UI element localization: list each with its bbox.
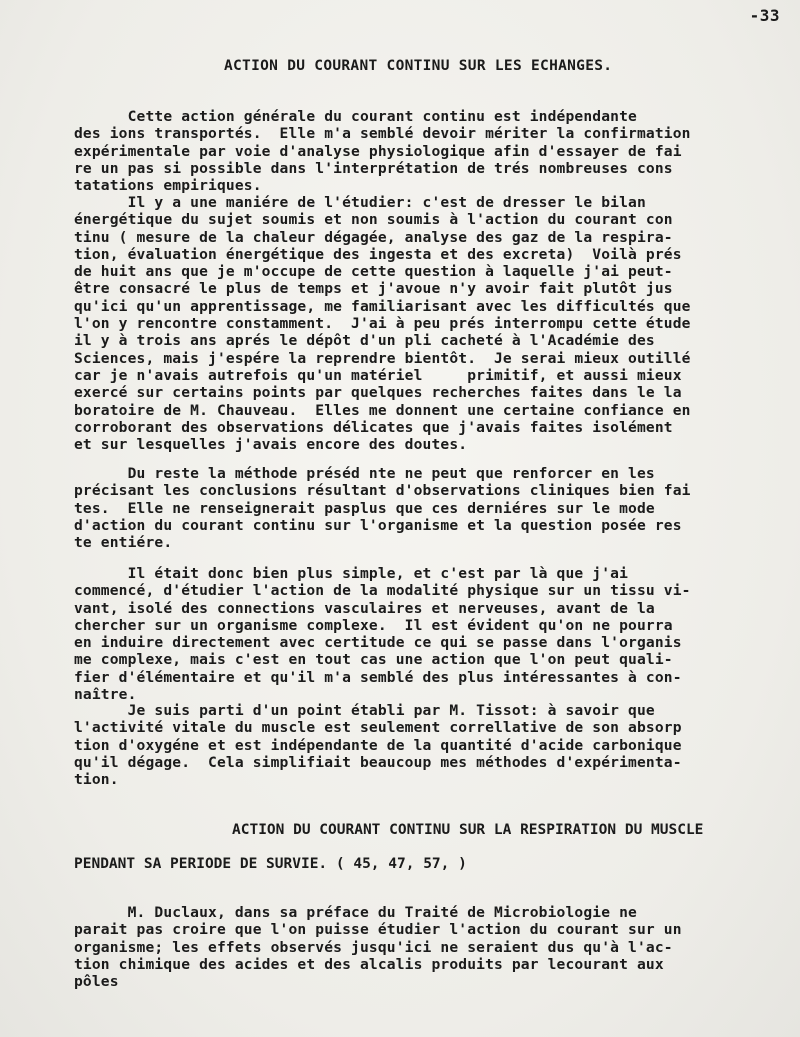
paragraph-3	[74, 465, 798, 551]
text-line: précisant les conclusions résultant d'observations cliniques bien fai	[74, 482, 691, 500]
text-line: être consacré le plus de temps et j'avoue n'y avoir fait plutôt jus	[74, 280, 673, 298]
text-line: il y à trois ans aprés le dépôt d'un pli cacheté à l'Académie des	[74, 332, 655, 350]
text-line: tinu ( mesure de la chaleur dégagée, analyse des gaz de la respira-	[74, 228, 673, 246]
text-line: et sur lesquelles j'avais encore des doutes.	[74, 436, 468, 454]
text-line: pôles	[74, 973, 119, 991]
text-line: Cette action générale du courant continu est indépendante	[74, 108, 637, 125]
text-line: fier d'élémentaire et qu'il m'a semblé des plus intéressantes à con-	[74, 668, 682, 686]
text-line: l'activité vitale du muscle est seulement correllative de son absorp	[74, 719, 682, 737]
text-line: car je n'avais autrefois qu'un matériel primitif, et aussi mieux	[74, 366, 682, 384]
text-line: qu'ici qu'un apprentissage, me familiarisant avec les difficultés que	[74, 297, 691, 315]
text-line: Je suis parti d'un point établi par M. Tissot: à savoir que	[74, 702, 655, 719]
text-line: tatations empiriques.	[74, 177, 262, 195]
text-line: parait pas croire que l'on puisse étudier l'action du courant sur un	[74, 921, 682, 939]
text-line: de huit ans que je m'occupe de cette question à laquelle j'ai peut-	[74, 263, 673, 281]
text-line: vant, isolé des connections vasculaires et nerveuses, avant de la	[74, 599, 655, 617]
text-line: expérimentale par voie d'analyse physiologique afin d'essayer de fai	[74, 142, 682, 160]
paragraph-1	[74, 108, 798, 194]
text-line: Il y a une maniére de l'étudier: c'est de dresser le bilan	[74, 194, 646, 211]
text-line: tion, évaluation énergétique des ingesta et des excreta) Voilà prés	[74, 245, 682, 263]
text-line: organisme; les effets observés jusqu'ici ne seraient dus qu'à l'ac-	[74, 938, 673, 956]
paragraph-6	[74, 904, 798, 990]
text-line: boratoire de M. Chauveau. Elles me donnent une certaine confiance en	[74, 401, 691, 419]
paragraph-4	[74, 565, 798, 703]
page-number: -33	[749, 6, 780, 25]
text-line: M. Duclaux, dans sa préface du Traité de Microbiologie ne	[74, 904, 637, 921]
text-line: tes. Elle ne renseignerait pasplus que ces derniéres sur le mode	[74, 499, 655, 517]
text-line: naître.	[74, 686, 137, 704]
text-line: re un pas si possible dans l'interprétation de trés nombreuses cons	[74, 159, 673, 177]
text-line: Du reste la méthode préséd nte ne peut que renforcer en les	[74, 465, 655, 482]
text-line: tion d'oxygéne et est indépendante de la quantité d'acide carbonique	[74, 736, 682, 754]
paragraph-5	[74, 702, 798, 788]
section-heading-line-2: PENDANT SA PERIODE DE SURVIE. ( 45, 47, 57, )	[74, 856, 467, 872]
text-line: en induire directement avec certitude ce qui se passe dans l'organis	[74, 634, 682, 652]
text-line: chercher sur un organisme complexe. Il est évident qu'on ne pourra	[74, 616, 673, 634]
text-line: énergétique du sujet soumis et non soumis à l'action du courant con	[74, 211, 673, 229]
text-line: qu'il dégage. Cela simplifiait beaucoup mes méthodes d'expérimenta-	[74, 753, 682, 771]
text-line: me complexe, mais c'est en tout cas une action que l'on peut quali-	[74, 651, 673, 669]
text-line: Il était donc bien plus simple, et c'est par là que j'ai	[74, 565, 629, 582]
text-line: Sciences, mais j'espére la reprendre bientôt. Je serai mieux outillé	[74, 349, 691, 367]
text-line: corroborant des observations délicates que j'avais faites isolément	[74, 418, 673, 436]
text-line: l'on y rencontre constamment. J'ai à peu prés interrompu cette étude	[74, 315, 691, 333]
section-title: ACTION DU COURANT CONTINU SUR LES ECHANGES.	[224, 58, 613, 74]
text-line: te entiére.	[74, 534, 173, 552]
text-line: d'action du courant continu sur l'organisme et la question posée res	[74, 516, 682, 534]
section-heading-line-1: ACTION DU COURANT CONTINU SUR LA RESPIRATION DU MUSCLE	[232, 822, 704, 838]
text-line: tion chimique des acides et des alcalis produits par lecourant aux	[74, 955, 664, 973]
paragraph-2	[74, 194, 798, 453]
text-line: commencé, d'étudier l'action de la modalité physique sur un tissu vi-	[74, 582, 691, 600]
text-line: des ions transportés. Elle m'a semblé devoir mériter la confirmation	[74, 125, 691, 143]
text-line: tion.	[74, 771, 119, 789]
text-line: exercé sur certains points par quelques recherches faites dans le la	[74, 384, 682, 402]
